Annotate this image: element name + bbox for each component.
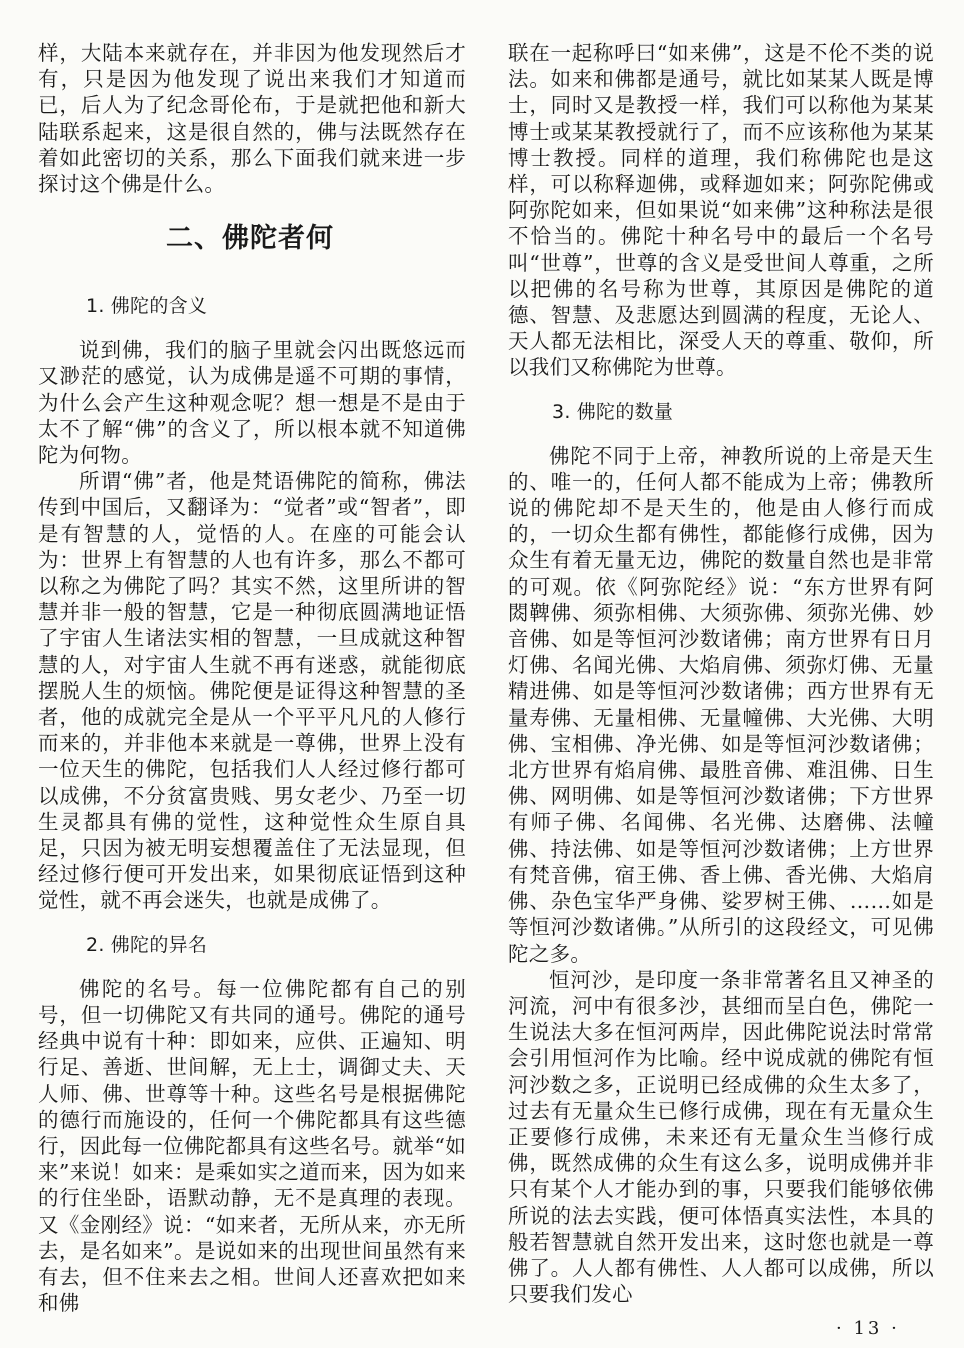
chapter-title: 二、佛陀者何	[166, 223, 334, 255]
intro-paragraph: 样，大陆本来就存在，并非因为他发现然后才有，只是因为他发现了说出来我们才知道而已，后人为了纪念哥伦布，于是就把他和新大陆联系起来，这是很自然的，佛与法既然存在着如此密切的关系，那么下面我们就来进一步探讨这个佛是什么。	[38, 41, 466, 197]
continued-paragraph: 联在一起称呼曰“如来佛”，这是不伦不类的说法。如来和佛都是通号，就比如某某人既是博士，同时又是教授一样，我们可以称他为某某博士或某某教授就行了，而不应该称他为某某博士教授。同样的道理，我们称佛陀也是这样，可以称释迦佛，或释迦如来；阿弥陀佛或阿弥陀如来，但如果说“如来佛”这种称法是很不恰当的。佛陀十种名号中的最后一个名号叫“世尊”，世尊的含义是受世间人尊重，之所以把佛的名号称为世尊，其原因是佛陀的道德、智慧、及悲愿达到圆满的程度，无论人、天人都无法相比，深受人天的尊重、敬仰，所以我们又称佛陀为世尊。	[508, 41, 934, 380]
right-column	[508, 40, 934, 1307]
body-paragraph: 佛陀的名号。每一位佛陀都有自己的别号，但一切佛陀又有共同的通号。佛陀的通号经典中说有十种：即如来，应供、正遍知、明行足、善逝、世间解，无上士，调御丈夫、天人师、佛、世尊等十种。这些名号是根据佛陀的德行而施设的，任何一个佛陀都具有这些德行，因此每一位佛陀都具有这些名号。就举“如来”来说！如来：是乘如实之道而来，因为如来的行住坐卧，语默动静，无不是真理的表现。又《金刚经》说：“如来者，无所从来，亦无所去，是名如来”。是说如来的出现世间虽然有来有去，但不住来去之相。世间人还喜欢把如来和佛	[38, 976, 466, 1316]
page-number: · 13 ·	[836, 1318, 900, 1339]
section-number: 3.	[552, 400, 571, 423]
body-paragraph: 恒河沙，是印度一条非常著名且又神圣的河流，河中有很多沙，甚细而呈白色，佛陀一生说法大多在恒河两岸，因此佛陀说法时常常会引用恒河作为比喻。经中说成就的佛陀有恒河沙数之多，正说明已经成佛的众生太多了，过去有无量众生已修行成佛，现在有无量众生正要修行成佛，未来还有无量众生当修行成佛，既然成佛的众生有这么多，说明成佛并非只有某个人才能办到的事，只要我们能够依佛所说的法去实践，便可体悟真实法性，本具的般若智慧就自然开发出来，这时您也就是一尊佛了。人人都有佛性、人人都可以成佛，所以只要我们发心	[508, 967, 934, 1307]
body-paragraph: 所谓“佛”者，他是梵语佛陀的简称，佛法传到中国后，又翻译为：“觉者”或“智者”，即是有智慧的人，觉悟的人。在座的可能会认为：世界上有智慧的人也有许多，那么不都可以称之为佛陀了吗？其实不然，这里所讲的智慧并非一般的智慧，它是一种彻底圆满地证悟了宇宙人生诸法实相的智慧，一旦成就这种智慧的人，对宇宙人生就不再有迷惑，就能彻底摆脱人生的烦恼。佛陀便是证得这种智慧的圣者，他的成就完全是从一个平平凡凡的人修行而来的，并非他本来就是一尊佛，世界上没有一位天生的佛陀，包括我们人人经过修行都可以成佛，不分贫富贵贱、男女老少、乃至一切生灵都具有佛的觉性，这种觉性众生原自具足，只因为被无明妄想覆盖住了无法显现，但经过修行便可开发出来，如果彻底证悟到这种觉性，就不再会迷失，也就是成佛了。	[38, 469, 466, 913]
section-heading-1	[86, 293, 466, 319]
section-heading-2	[86, 932, 466, 958]
body-paragraph: 佛陀不同于上帝，神教所说的上帝是天生的、唯一的，任何人都不能成为上帝；佛教所说的佛陀却不是天生的，他是由人修行而成的，一切众生都有佛性，都能修行成佛，因为众生有着无量无边，佛陀的数量自然也是非常的可观。依《阿弥陀经》说：“东方世界有阿閦鞞佛、须弥相佛、大须弥佛、须弥光佛、妙音佛、如是等恒河沙数诸佛；南方世界有日月灯佛、名闻光佛、大焰肩佛、须弥灯佛、无量精进佛、如是等恒河沙数诸佛；西方世界有无量寿佛、无量相佛、无量幢佛、大光佛、大明佛、宝相佛、净光佛、如是等恒河沙数诸佛；北方世界有焰肩佛、最胜音佛、难沮佛、日生佛、网明佛、如是等恒河沙数诸佛；下方世界有师子佛、名闻佛、名光佛、达磨佛、法幢佛、持法佛、如是等恒河沙数诸佛；上方世界有梵音佛，宿王佛、香上佛、香光佛、大焰肩佛、杂色宝华严身佛、娑罗树王佛、……如是等恒河沙数诸佛。”从所引的这段经文，可见佛陀之多。	[508, 443, 934, 966]
section-number: 2.	[86, 933, 105, 956]
body-paragraph: 说到佛，我们的脑子里就会闪出既悠远而又渺茫的感觉，认为成佛是遥不可期的事情，为什么会产生这种观念呢？想一想是不是由于太不了解“佛”的含义了，所以根本就不知道佛陀为何物。	[38, 338, 466, 468]
section-heading-3	[552, 399, 934, 425]
section-number: 1.	[86, 295, 105, 318]
section-title: 佛陀的异名	[110, 933, 208, 956]
left-column	[38, 40, 466, 1316]
section-title: 佛陀的数量	[576, 400, 674, 423]
section-title: 佛陀的含义	[110, 295, 208, 318]
